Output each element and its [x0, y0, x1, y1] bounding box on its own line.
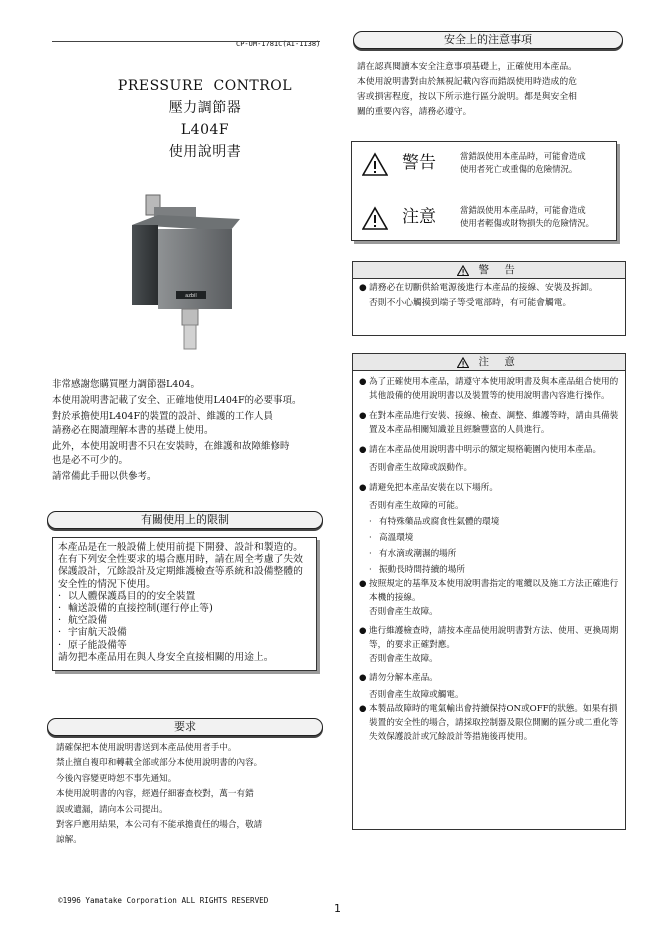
list-item: ● 請務必在切斷供給電源後進行本產品的接線、安裝及拆卸。: [359, 283, 598, 293]
safety-intro-line: 害或損害程度，按以下所示進行區分說明。都是與安全相: [357, 92, 577, 102]
list-item: · 輸送設備的直接控制(運行停止等): [58, 603, 213, 615]
legend-row-caution: [360, 204, 610, 234]
request-line: 本使用說明書的內容，經過仔細審查校對，萬一有錯: [56, 789, 254, 800]
intro-line: 非常感謝您購買壓力調節器L404。: [52, 379, 200, 390]
svg-text:azbil: azbil: [185, 293, 197, 299]
list-item: ● 按照規定的基準及本使用說明書指定的電纜以及施工方法正確進行本機的接線。: [359, 579, 619, 603]
list-item: ● 請在本產品使用說明書中明示的額定規格範圍內使用本產品。: [359, 445, 602, 455]
caution-note: 否則會產生故障。: [369, 607, 438, 617]
legend-desc-caution: 當錯誤使用本產品時，可能會造成 使用者輕傷或財物損失的危險情況。: [460, 205, 594, 228]
list-item: ● 為了正確使用本產品，請遵守本使用說明書及與本產品組合使用的其他設備的使用說明書以及裝置等的使用說明書內容進行操作。: [359, 377, 619, 401]
list-item: · 宇宙航天設備: [58, 627, 127, 639]
legend-desc-warning: 當錯誤使用本產品時，可能會造成 使用者死亡或重傷的危險情況。: [460, 151, 586, 174]
warning-triangle-icon: [362, 152, 388, 176]
intro-line: 本使用說明書記載了安全、正確地使用L404F的必要事項。: [52, 395, 302, 406]
caution-note: 否則會產生故障或觸電。: [369, 690, 464, 700]
sub-list-item: · 有水滴或潮濕的場所: [369, 549, 457, 559]
list-item: ● 請勿分解本產品。: [359, 673, 438, 683]
list-item: ● 在對本產品進行安裝、接線、檢查、調整、維護等時，請由具備裝置及本產品相關知識並且經驗豐富的人員進行。: [359, 411, 619, 435]
request-line: 對客戶應用結果，本公司有不能承擔責任的場合，敬請: [56, 820, 263, 831]
document-number: CP-UM-1781C(AI-1138): [236, 40, 321, 48]
copyright: ©1996 Yamatake Corporation ALL RIGHTS RESERVED: [58, 896, 269, 905]
sub-list-item: · 高溫環境: [369, 533, 414, 543]
legend-label-warning: 警告: [402, 153, 436, 173]
request-line: 諒解。: [56, 835, 82, 846]
list-item: · 航空設備: [58, 615, 108, 627]
request-line: 禁止擅自複印和轉載全部或部分本使用說明書的內容。: [56, 758, 263, 769]
restriction-box: [52, 537, 317, 671]
restriction-paragraph: 在有下列安全性要求的場合應用時，請在周全考慮了失效保護設計，冗餘設計及定期維護檢查等系統和設備整體的安全性的情況下使用。: [58, 554, 303, 590]
intro-line: 此外，本使用說明書不只在安裝時，在維護和故障維修時: [52, 441, 290, 452]
warning-box: [352, 261, 626, 336]
legend-row-warning: [360, 150, 610, 180]
request-line: 今後內容變更時恕不事先通知。: [56, 773, 177, 784]
list-item: ● 本製品故障時的電氣輸出會持續保持ON或OFF的狀態。如果有損裝置的安全性的場合，請採取控制器及限位開關的區分或二重化等失效保護設計或冗餘設計等措施後再使用。: [359, 704, 619, 742]
caution-icon: [457, 357, 469, 368]
page-number: 1: [334, 902, 341, 915]
sub-list-item: · 有特殊藥品或腐食性氣體的環境: [369, 517, 500, 527]
request-line: 誤或遺漏，請向本公司提出。: [56, 804, 168, 815]
restriction-paragraph: 本產品是在一般設備上使用前提下開發、設計和製造的。: [58, 542, 303, 553]
warning-box-header: [353, 262, 625, 279]
caution-note: 否則會產生故障。: [369, 654, 438, 664]
safety-legend-box: [351, 141, 617, 241]
title-line-english: PRESSURE CONTROL: [117, 78, 293, 94]
list-item: ● 進行維護檢查時，請按本產品使用說明書對方法、使用、更換周期等，的要求正確對應。: [359, 626, 619, 650]
intro-line: 請常備此手冊以供參考。: [52, 471, 157, 482]
title-line-model: L404F: [180, 122, 230, 138]
title-line-product: 壓力調節器: [168, 100, 242, 116]
caution-box-content: [359, 375, 619, 744]
request-line: 請確保把本使用說明書送到本產品使用者手中。: [56, 743, 237, 753]
list-item: · 以人體保護爲目的的安全裝置: [58, 590, 196, 602]
safety-intro-line: 本使用說明書對由於無視記載內容而錯誤使用時造成的危: [357, 77, 577, 87]
warning-icon: [457, 265, 469, 276]
title-line-manual: 使用說明書: [168, 144, 242, 160]
intro-line: 請務必在閱讀理解本書的基礎上使用。: [52, 425, 214, 436]
caution-note: 否則有產生故障的可能。: [369, 501, 464, 511]
caution-triangle-icon: [362, 206, 388, 230]
legend-label-caution: 注意: [402, 207, 436, 227]
safety-intro-line: 關的重要內容，請務必遵守。: [357, 107, 472, 117]
request-heading: 要求: [47, 718, 323, 736]
product-photo: [118, 185, 258, 360]
restriction-heading: 有關使用上的限制: [47, 511, 323, 529]
intro-line: 對於承擔使用L404F的裝置的設計、維護的工作人員: [52, 411, 274, 422]
warning-note: 否則不小心觸摸到端子等受電部時，有可能會觸電。: [369, 298, 572, 308]
safety-intro-line: 請在認真閱讀本安全注意事項基礎上，正確使用本產品。: [357, 62, 577, 72]
warning-box-content: [359, 281, 617, 311]
safety-intro: [357, 60, 627, 120]
caution-note: 否則會產生故障或誤動作。: [369, 463, 473, 473]
caution-box-title: 注 意: [478, 356, 521, 368]
request-text: [56, 741, 326, 849]
document-title: [100, 75, 310, 163]
intro-text: [52, 378, 332, 484]
caution-box-header: [353, 354, 625, 371]
restriction-closing: 請勿把本產品用在與人身安全直接相關的用途上。: [58, 651, 274, 663]
warning-box-title: 警 告: [478, 264, 521, 276]
safety-heading: 安全上的注意事項: [353, 31, 623, 49]
list-item: ● 請避免把本產品安裝在以下場所。: [359, 483, 498, 493]
header-rule: [52, 41, 320, 42]
caution-box: [352, 353, 626, 830]
list-item: · 原子能設備等: [58, 639, 127, 651]
intro-line: 也是必不可少的。: [52, 455, 129, 466]
sub-list-item: · 振動長時間持續的場所: [369, 565, 465, 575]
